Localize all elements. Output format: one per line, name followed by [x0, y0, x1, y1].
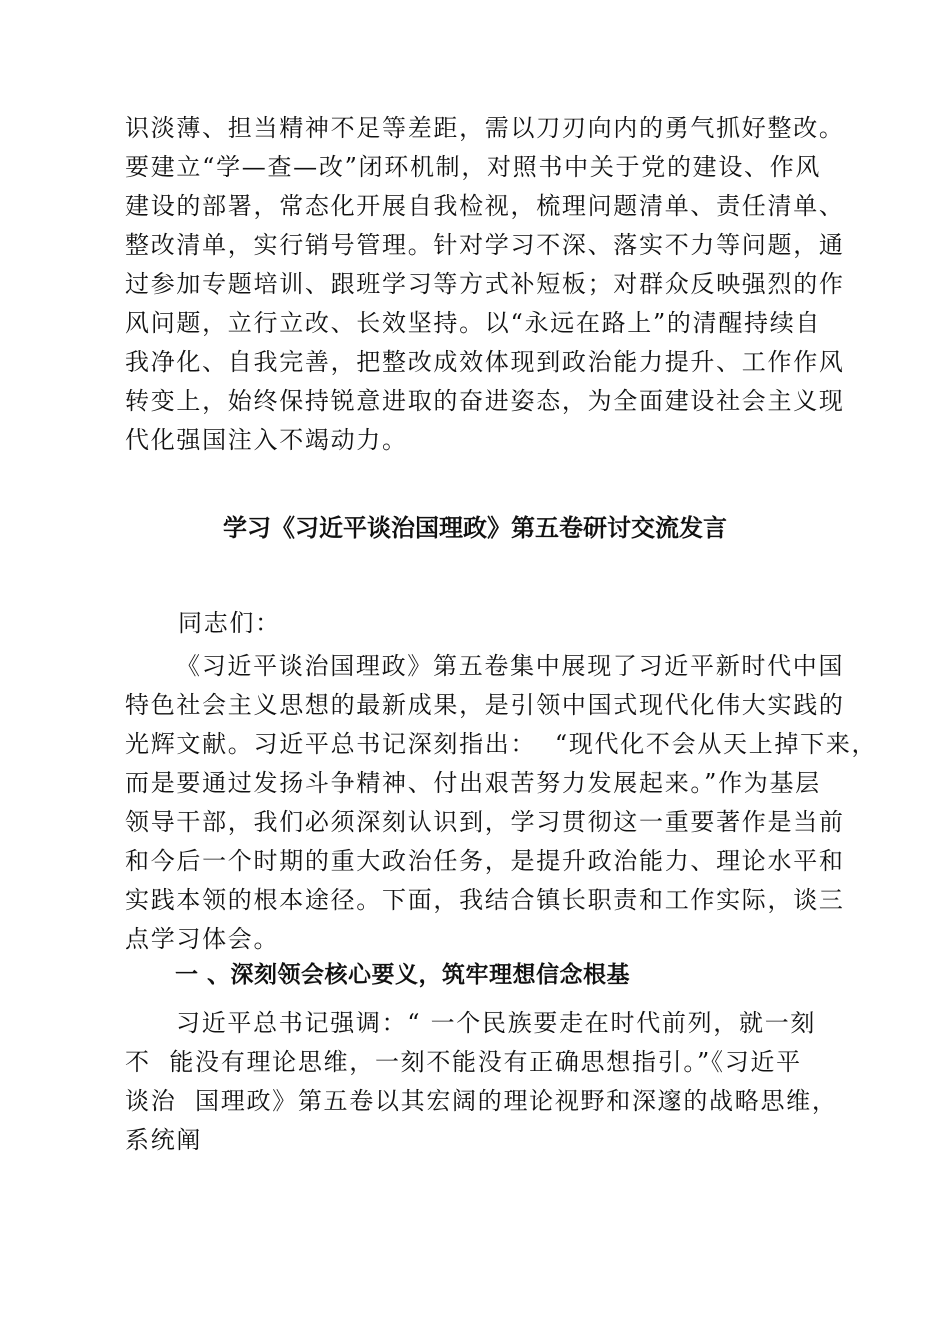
paragraph-line: 实践本领的根本途径。下面，我结合镇长职责和工作实际，谈三	[125, 886, 845, 914]
paragraph-line: 识淡薄、担当精神不足等差距，需以刀刃向内的勇气抓好整改。	[125, 114, 845, 142]
paragraph-line: 不 能没有理论思维，一刻不能没有正确思想指引。”《习近平	[125, 1048, 802, 1076]
paragraph-line: 光辉文献。习近平总书记深刻指出： “现代化不会从天上掉下来，	[125, 730, 878, 758]
paragraph-line: 点学习体会。	[125, 925, 280, 953]
paragraph-line: 我净化、自我完善，把整改成效体现到政治能力提升、工作作风	[125, 348, 845, 376]
paragraph-line: 要建立“学—查—改”闭环机制，对照书中关于党的建设、作风	[125, 153, 822, 181]
speech-title: 学习《习近平谈治国理政》第五卷研讨交流发言	[223, 514, 727, 542]
paragraph-line: 代化强国注入不竭动力。	[125, 426, 408, 454]
greeting: 同志们：	[178, 609, 281, 637]
paragraph-line: 整改清单，实行销号管理。针对学习不深、落实不力等问题，通	[125, 231, 845, 259]
paragraph-line: 建设的部署，常态化开展自我检视，梳理问题清单、责任清单、	[125, 192, 845, 220]
paragraph-line: 习近平总书记强调：“ 一个民族要走在时代前列，就一刻	[176, 1009, 817, 1037]
paragraph-line: 谈治 国理政》第五卷以其宏阔的理论视野和深邃的战略思维，	[125, 1087, 838, 1115]
paragraph-line: 而是要通过发扬斗争精神、付出艰苦努力发展起来。”作为基层	[125, 769, 821, 797]
section-one-heading: 一 、深刻领会核心要义，筑牢理想信念根基	[175, 962, 631, 988]
paragraph-line: 和今后一个时期的重大政治任务，是提升政治能力、理论水平和	[125, 847, 845, 875]
paragraph-line: 风问题，立行立改、长效坚持。以“永远在路上”的清醒持续自	[125, 309, 822, 337]
paragraph-line: 《习近平谈治国理政》第五卷集中展现了习近平新时代中国	[176, 652, 845, 680]
paragraph-line: 特色社会主义思想的最新成果，是引领中国式现代化伟大实践的	[125, 691, 845, 719]
paragraph-line: 转变上，始终保持锐意进取的奋进姿态，为全面建设社会主义现	[125, 387, 845, 415]
paragraph-line: 领导干部，我们必须深刻认识到，学习贯彻这一重要著作是当前	[125, 808, 845, 836]
paragraph-line: 系统阐	[125, 1126, 203, 1154]
paragraph-line: 过参加专题培训、跟班学习等方式补短板；对群众反映强烈的作	[125, 270, 845, 298]
